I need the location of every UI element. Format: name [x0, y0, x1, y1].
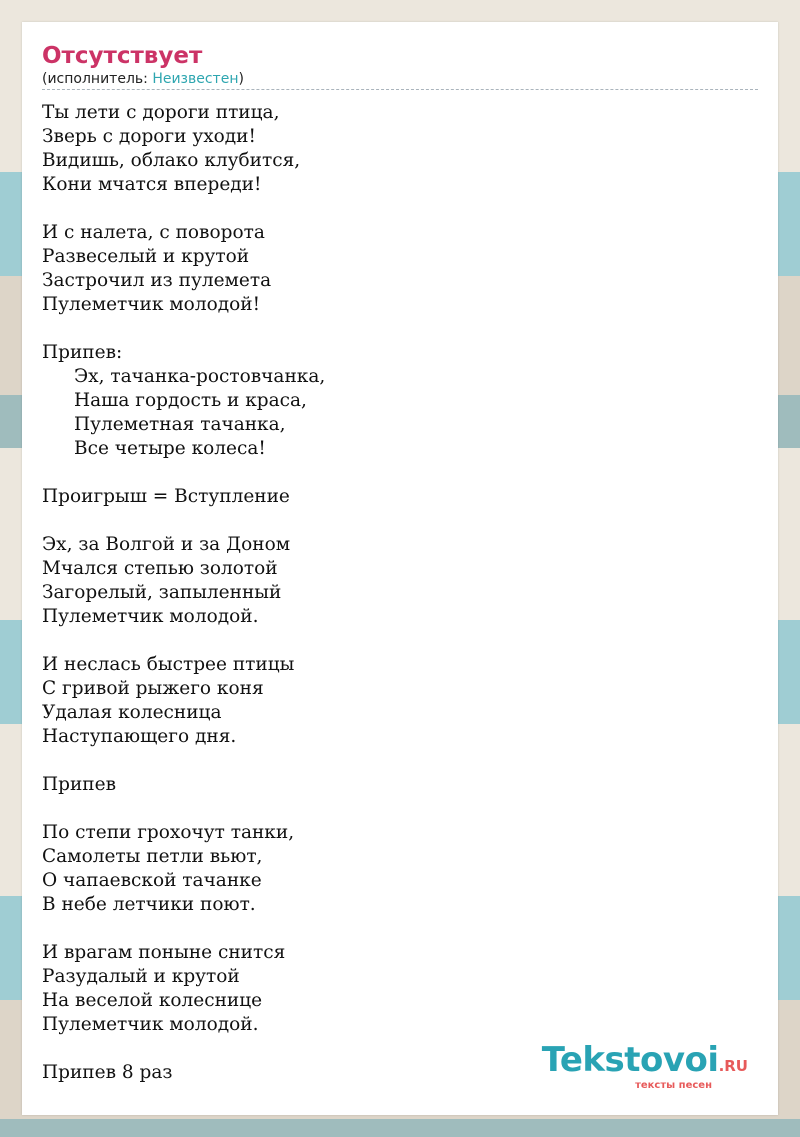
lyrics-blank-line — [42, 461, 758, 485]
lyrics-line: Ты лети с дороги птица, — [42, 102, 280, 123]
lyrics-blank-line — [42, 629, 758, 653]
artist-prefix: (исполнитель: — [42, 71, 153, 87]
logo-domain: .RU — [718, 1057, 748, 1075]
lyrics-line: Пулеметная тачанка, — [74, 414, 286, 435]
lyrics-line: Кони мчатся впереди! — [42, 174, 262, 195]
lyrics-line: Эх, тачанка-ростовчанка, — [74, 366, 326, 387]
song-title: Отсутствует — [42, 43, 203, 69]
lyrics-blank-line — [42, 917, 758, 941]
logo-wordmark — [542, 1042, 748, 1084]
lyrics-blank-line — [42, 797, 758, 821]
artist-line — [42, 70, 758, 90]
lyrics-line: Наша гордость и краса, — [74, 390, 307, 411]
lyrics-line: В небе летчики поют. — [42, 894, 256, 915]
lyrics-line: Припев 8 раз — [42, 1062, 173, 1083]
lyrics-line: Проигрыш = Вступление — [42, 486, 290, 507]
lyrics-line: Все четыре колеса! — [74, 438, 266, 459]
lyrics-line: На веселой колеснице — [42, 990, 263, 1011]
lyrics-line: Видишь, облако клубится, — [42, 150, 301, 171]
lyrics-card — [22, 22, 778, 1115]
lyrics-line: И с налета, с поворота — [42, 222, 265, 243]
lyrics-line: Разудалый и крутой — [42, 966, 240, 987]
lyrics-line: Удалая колесница — [42, 702, 222, 723]
lyrics-line: Пулеметчик молодой! — [42, 294, 261, 315]
lyrics-line: И врагам поныне снится — [42, 942, 286, 963]
lyrics-blank-line — [42, 317, 758, 341]
lyrics-line: Мчался степью золотой — [42, 558, 278, 579]
lyrics-blank-line — [42, 197, 758, 221]
lyrics-line: По степи грохочут танки, — [42, 822, 295, 843]
logo-tagline: тексты песен — [635, 1080, 712, 1091]
logo-name: Tekstovoi — [541, 1040, 719, 1080]
lyrics-line: И неслась быстрее птицы — [42, 654, 295, 675]
lyrics-line: Загорелый, запыленный — [42, 582, 282, 603]
lyrics-line: Зверь с дороги уходи! — [42, 126, 256, 147]
lyrics-line: Самолеты петли вьют, — [42, 846, 263, 867]
lyrics-line: Пулеметчик молодой. — [42, 606, 259, 627]
lyrics-line: Пулеметчик молодой. — [42, 1014, 259, 1035]
lyrics-line: Застрочил из пулемета — [42, 270, 272, 291]
site-logo[interactable] — [542, 1042, 748, 1091]
lyrics-blank-line — [42, 749, 758, 773]
lyrics-line: Припев — [42, 774, 116, 795]
lyrics-text — [42, 101, 758, 1085]
lyrics-line: Развеселый и крутой — [42, 246, 250, 267]
lyrics-line: Наступающего дня. — [42, 726, 237, 747]
lyrics-line: С гривой рыжего коня — [42, 678, 264, 699]
lyrics-line: Припев: — [42, 342, 123, 363]
lyrics-line: Эх, за Волгой и за Доном — [42, 534, 291, 555]
lyrics-line: О чапаевской тачанке — [42, 870, 262, 891]
lyrics-blank-line — [42, 509, 758, 533]
artist-suffix: ) — [238, 71, 244, 87]
artist-link[interactable]: Неизвестен — [152, 71, 239, 87]
